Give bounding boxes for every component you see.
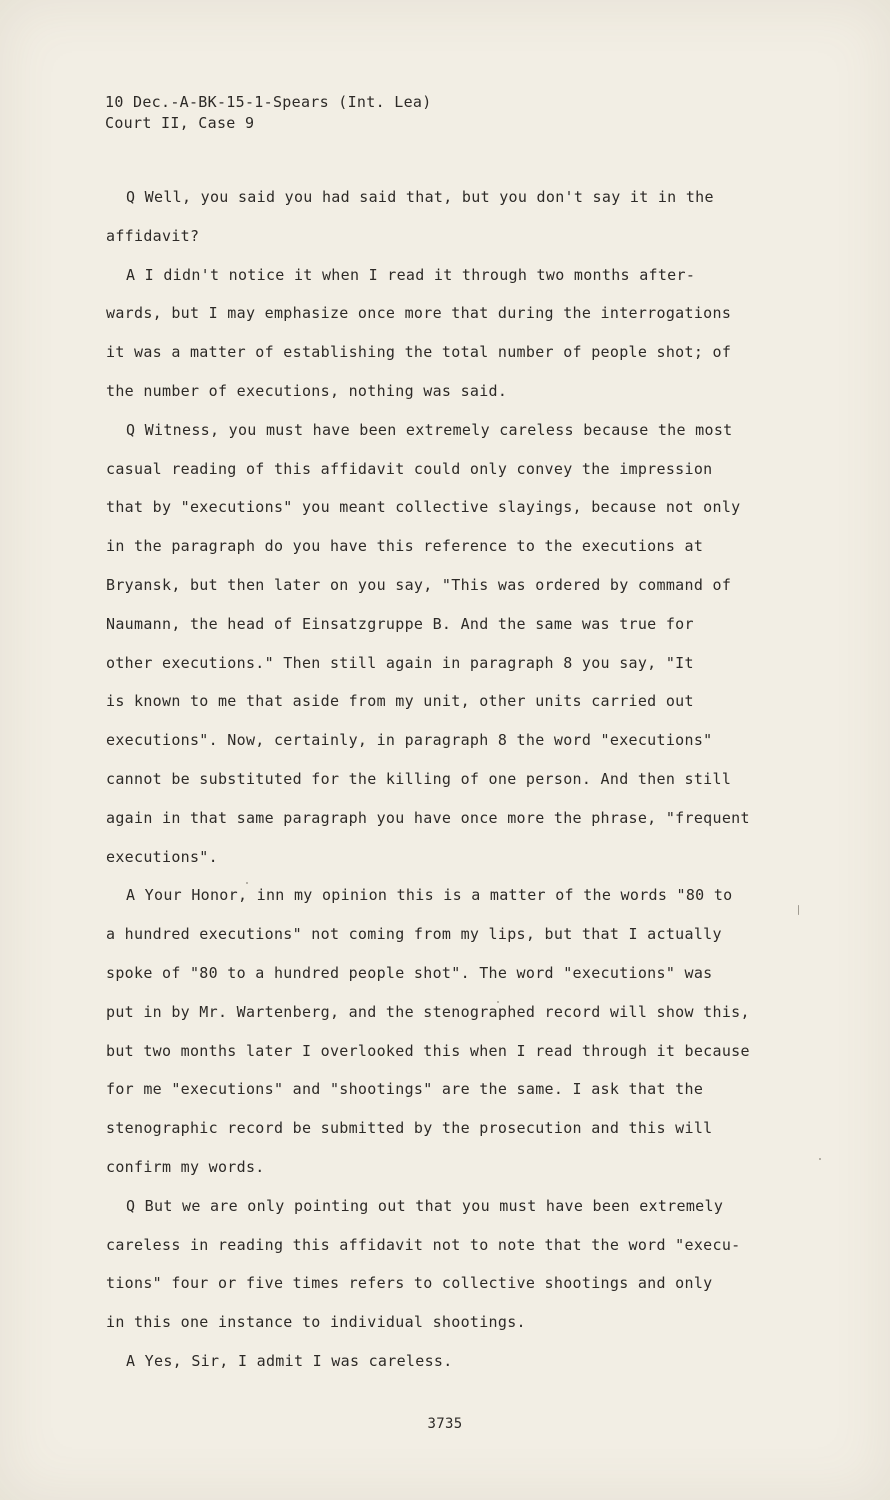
transcript-line: is known to me that aside from my unit, other units carried out	[106, 692, 694, 711]
transcript-line: spoke of "80 to a hundred people shot". The word "executions" was	[106, 963, 713, 982]
header-line-court: Court II, Case 9	[105, 114, 255, 132]
transcript-line: Q Witness, you must have been extremely careless because the most	[126, 420, 733, 439]
transcript-line: Q But we are only pointing out that you must have been extremely	[126, 1196, 724, 1215]
transcript-line: the number of executions, nothing was said.	[106, 381, 508, 400]
header-line-docket: 10 Dec.-A-BK-15-1-Spears (Int. Lea)	[105, 93, 432, 111]
transcript-line: executions".	[106, 847, 218, 866]
paper-speck	[798, 905, 799, 915]
transcript-line: affidavit?	[106, 226, 200, 245]
transcript-line: confirm my words.	[106, 1157, 265, 1176]
transcript-line: cannot be substituted for the killing of one person. And then still	[106, 769, 732, 788]
transcript-line: Bryansk, but then later on you say, "This was ordered by command of	[106, 575, 732, 594]
transcript-line: wards, but I may emphasize once more that during the interrogations	[106, 304, 732, 323]
transcript-line: in this one instance to individual shootings.	[106, 1313, 526, 1332]
paper-speck	[497, 1001, 499, 1003]
transcript-line: for me "executions" and "shootings" are the same. I ask that the	[106, 1080, 704, 1099]
transcript-line: other executions." Then still again in paragraph 8 you say, "It	[106, 653, 694, 672]
transcript-line: a hundred executions" not coming from my lips, but that I actually	[106, 925, 722, 944]
paper-speck	[246, 882, 248, 884]
transcript-line: tions" four or five times refers to collective shootings and only	[106, 1274, 713, 1293]
transcript-line: Q Well, you said you had said that, but you don't say it in the	[126, 188, 714, 206]
page-number: 3735	[427, 1416, 463, 1432]
transcript-line: it was a matter of establishing the total number of people shot; of	[106, 343, 732, 362]
transcript-line: A Your Honor, inn my opinion this is a matter of the words "80 to	[126, 886, 733, 905]
transcript-line: again in that same paragraph you have once more the phrase, "frequent	[106, 808, 750, 827]
transcript-line: A I didn't notice it when I read it through two months after-	[126, 265, 696, 284]
transcript-line: careless in reading this affidavit not to note that the word "execu-	[106, 1235, 741, 1254]
document-header	[105, 92, 432, 134]
transcript-line: Naumann, the head of Einsatzgruppe B. And the same was true for	[106, 614, 694, 633]
transcript-line: A Yes, Sir, I admit I was careless.	[126, 1351, 453, 1370]
transcript-body	[106, 178, 786, 1381]
transcript-line: put in by Mr. Wartenberg, and the stenographed record will show this,	[106, 1002, 750, 1021]
transcript-line: in the paragraph do you have this reference to the executions at	[106, 537, 704, 556]
transcript-line: but two months later I overlooked this when I read through it because	[106, 1041, 750, 1060]
transcript-line: executions". Now, certainly, in paragraph 8 the word "executions"	[106, 731, 713, 750]
transcript-line: casual reading of this affidavit could only convey the impression	[106, 459, 713, 478]
paper-speck	[819, 1158, 821, 1160]
transcript-line: that by "executions" you meant collective slayings, because not only	[106, 498, 741, 517]
transcript-line: stenographic record be submitted by the prosecution and this will	[106, 1119, 713, 1138]
